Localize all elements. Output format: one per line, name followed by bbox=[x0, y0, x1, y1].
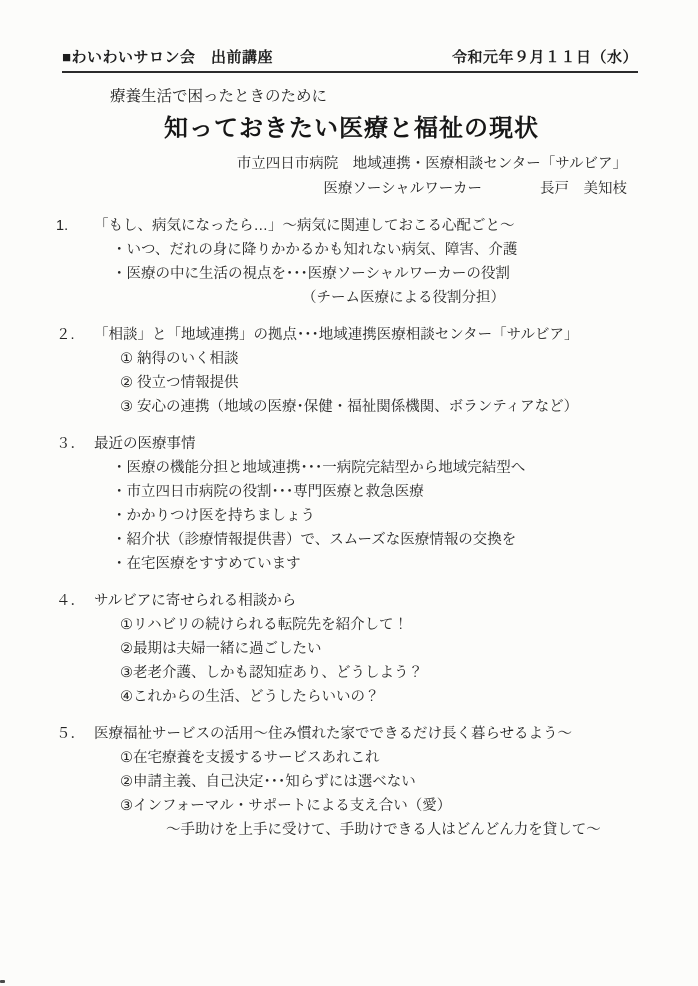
lead-in-text: 療養生活で困ったときのために bbox=[110, 88, 328, 105]
header-event-title: ■わいわいサロン会 出前講座 bbox=[62, 49, 274, 66]
document-header bbox=[62, 46, 638, 73]
organization-line: 市立四日市病院 地域連携・医療相談センター「サルビア」 bbox=[236, 156, 627, 172]
header-date: 令和元年９月１１日（水） bbox=[451, 49, 638, 66]
list-item: ～手助けを上手に受けて、手助けできる人はどんどん力を貸して～ bbox=[166, 822, 601, 838]
section-1-heading bbox=[56, 214, 656, 238]
list-item: （チーム医療による役割分担） bbox=[302, 290, 505, 306]
section-5-heading bbox=[56, 722, 656, 746]
section-number: ２. bbox=[56, 327, 75, 343]
list-item: ・在宅医療をすすめています bbox=[112, 556, 301, 572]
scan-artifact bbox=[0, 980, 5, 983]
section-3-heading bbox=[56, 432, 656, 456]
list-item: ・医療の中に生活の視点を･･･医療ソーシャルワーカーの役割 bbox=[112, 266, 510, 282]
section-1 bbox=[56, 214, 656, 310]
section-title: 医療福祉サービスの活用～住み慣れた家でできるだけ長く暮らせるよう～ bbox=[94, 726, 573, 742]
list-item: ・紹介状（診療情報提供書）で、スムーズな医療情報の交換を bbox=[112, 532, 517, 548]
section-5 bbox=[56, 722, 656, 842]
list-item: ②最期は夫婦一緒に過ごしたい bbox=[120, 641, 322, 657]
list-item: ②申請主義、自己決定･･･知らずには選べない bbox=[120, 774, 416, 790]
section-4-heading bbox=[56, 589, 656, 613]
section-number: ３． bbox=[56, 436, 85, 452]
list-item: ② 役立つ情報提供 bbox=[120, 375, 239, 391]
section-title: サルビアに寄せられる相談から bbox=[94, 593, 297, 609]
list-item: ・市立四日市病院の役割･･･専門医療と救急医療 bbox=[112, 484, 424, 500]
list-item: ④これからの生活、どうしたらいいの？ bbox=[120, 689, 380, 705]
presenter-line: 医療ソーシャルワーカー 長戸 美知枝 bbox=[323, 181, 627, 197]
title-block bbox=[0, 86, 698, 202]
section-3 bbox=[56, 432, 656, 576]
list-item: ・いつ、だれの身に降りかかるかも知れない病気、障害、介護 bbox=[112, 242, 518, 258]
section-4 bbox=[56, 589, 656, 709]
list-item: ・かかりつけ医を持ちましょう bbox=[112, 508, 315, 524]
section-title: 最近の医療事情 bbox=[94, 436, 196, 452]
list-item: ① 納得のいく相談 bbox=[120, 351, 239, 367]
section-title: 「もし、病気になったら…」～病気に関連しておこる心配ごと～ bbox=[94, 218, 515, 234]
list-item: ①在宅療養を支援するサービスあれこれ bbox=[120, 750, 380, 766]
section-number: 1. bbox=[56, 218, 69, 234]
list-item: ・医療の機能分担と地域連携･･･一病院完結型から地域完結型へ bbox=[112, 460, 526, 476]
document-body bbox=[56, 214, 656, 855]
document-title: 知っておきたい医療と福祉の現状 bbox=[164, 115, 539, 142]
section-title: 「相談」と「地域連携」の拠点･･･地域連携医療相談センター「サルビア」 bbox=[94, 327, 579, 343]
list-item: ③老老介護、しかも認知症あり、どうしよう？ bbox=[120, 665, 423, 681]
section-number: ５． bbox=[56, 726, 85, 742]
list-item: ③ 安心の連携（地域の医療･保健・福祉関係機関、ボランティアなど） bbox=[120, 399, 579, 415]
section-2-heading bbox=[56, 323, 656, 347]
list-item: ①リハビリの続けられる転院先を紹介して！ bbox=[120, 617, 409, 633]
section-2 bbox=[56, 323, 656, 419]
list-item: ③インフォーマル・サポートによる支え合い（愛） bbox=[120, 798, 452, 814]
section-number: ４． bbox=[56, 593, 85, 609]
